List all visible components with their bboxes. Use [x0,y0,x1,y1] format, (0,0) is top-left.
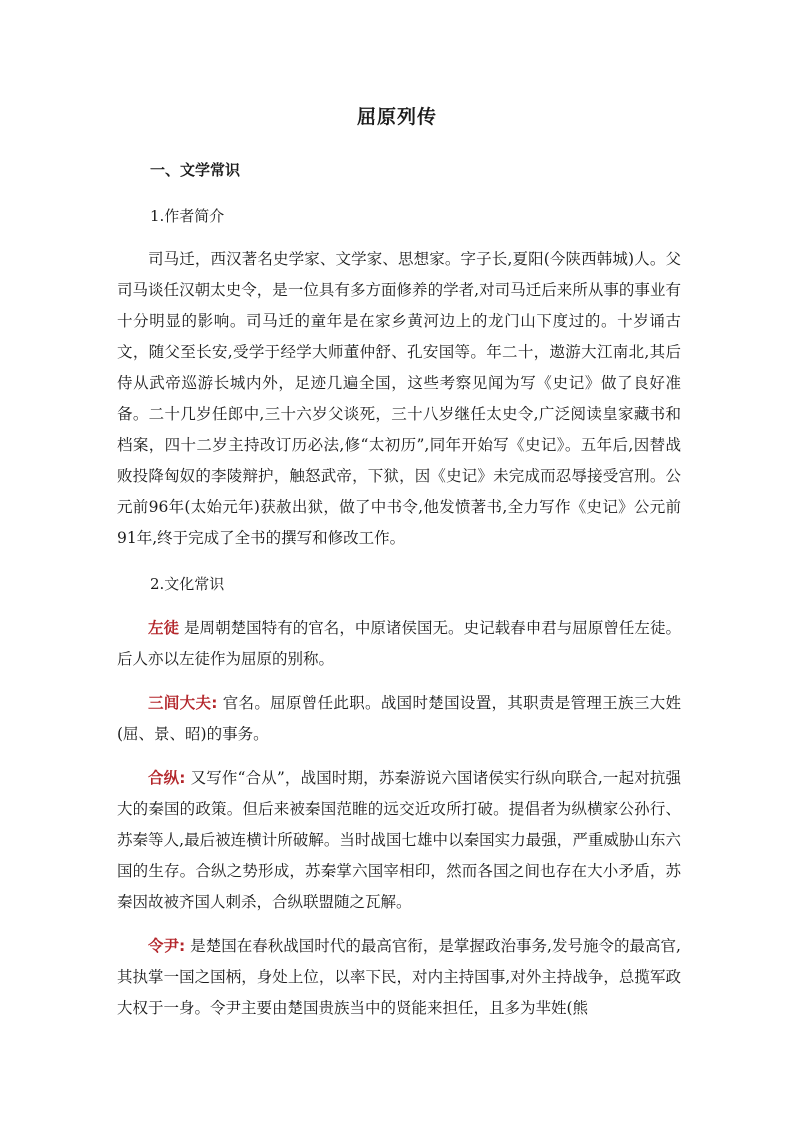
term-paragraph-hezong [117,763,681,918]
term-lingyin-definition: 是楚国在春秋战国时代的最高官衔，是掌握政治事务,发号施令的最高官,其执掌一国之国柄，身处上位，以率下民，对内主持国事,对外主持战争，总揽军政大权于一身。令尹主要由楚国贵族当中的贤能来担任，且多为芈姓(熊 [117,937,681,1017]
document-title: 屈原列传 [356,106,437,128]
term-hezong: 合纵: [148,769,186,787]
author-intro-paragraph: 司马迁，西汉著名史学家、文学家、思想家。字子长,夏阳(今陕西韩城)人。父司马谈任汉朝太史令，是一位具有多方面修养的学者,对司马迁后来所从事的事业有十分明显的影响。司马迁的童年是在家乡黄河边上的龙门山下度过的。十岁诵古文，随父至长安,受学于经学大师董仲舒、孔安国等。年二十，遨游大江南北,其后侍从武帝巡游长城内外，足迹几遍全国，这些考察见闻为写《史记》做了良好准备。二十几岁任郎中,三十六岁父谈死，三十八岁继任太史令,广泛阅读皇家藏书和档案，四十二岁主持改订历必法,修“太初历”,同年开始写《史记》。五年后,因替战败投降匈奴的李陵辩护，触怒武帝，下狱，因《史记》未完成而忍辱接受宫刑。公元前96年(太始元年)获赦出狱，做了中书令,他发愤著书,全力写作《史记》公元前91年,终于完成了全书的撰写和修改工作。 [117,250,681,547]
term-lingyin: 令尹: [148,937,186,955]
subsection-heading-author-intro: 1.作者简介 [150,207,225,225]
term-sanludafu: 三闾大夫: [148,694,218,712]
term-paragraph-lingyin [117,931,681,1024]
section-heading-literary-knowledge: 一、文学常识 [150,161,241,179]
term-zuotu-definition: 是周朝楚国特有的官名，中原诸侯国无。史记载春申君与屈原曾任左徒。后人亦以左徒作为屈原的别称。 [117,619,681,668]
term-zuotu: 左徒 [148,619,180,637]
subsection-heading-cultural-knowledge: 2.文化常识 [150,575,225,593]
term-hezong-definition: 又写作“合从”，战国时期，苏秦游说六国诸侯实行纵向联合,一起对抗强大的秦国的政策。但后来被秦国范睢的远交近攻所打破。提倡者为纵横家公孙行、苏秦等人,最后被连横计所破解。当时战国七雄中以秦国实力最强，严重威胁山东六国的生存。合纵之势形成，苏秦掌六国宰相印，然而各国之间也存在大小矛盾，苏秦因故被齐国人刺杀，合纵联盟随之瓦解。 [117,769,681,911]
term-sanludafu-definition: 官名。屈原曾任此职。战国时楚国设置，其职责是管理王族三大姓(屈、景、昭)的事务。 [117,694,682,743]
term-paragraph-sanludafu [117,688,681,750]
term-paragraph-zuotu [117,613,681,675]
